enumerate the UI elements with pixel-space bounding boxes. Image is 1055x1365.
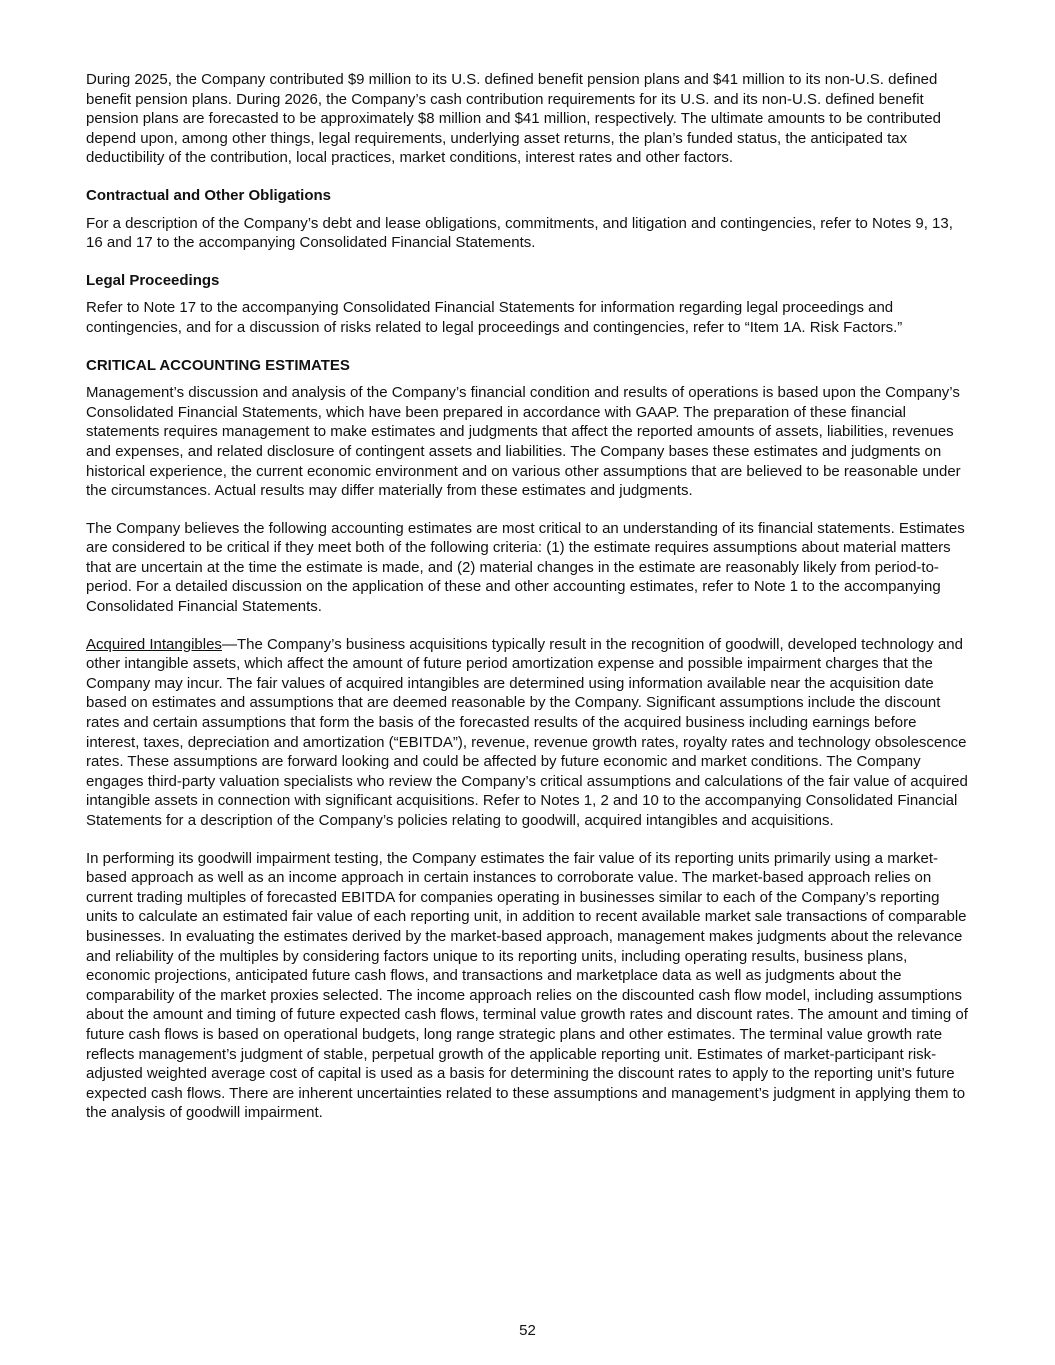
legal-heading: Legal Proceedings — [86, 271, 220, 289]
page-number: 52 — [519, 1322, 536, 1339]
critical-heading: CRITICAL ACCOUNTING ESTIMATES — [86, 356, 350, 374]
document-body — [86, 70, 972, 1123]
intangibles-section — [86, 635, 972, 831]
legal-paragraph: Refer to Note 17 to the accompanying Consolidated Financial Statements for information regarding legal proceedings and contingencies, and for a discussion of risks related to legal proceedings and contingencies, refer to “Item 1A. Risk Factors.” — [86, 299, 903, 336]
critical-paragraph-1: Management’s discussion and analysis of the Company’s financial condition and results of operations is based upon the Company’s Consolidated Financial Statements, which have been prepared in accordance with GAAP. The preparation of these financial statements requires management to make estimates and judgments that affect the reported amounts of assets, liabilities, revenues and expenses, and related disclosure of contingent assets and liabilities. The Company bases these estimates and judgments on historical experience, the current economic environment and on various other assumptions that are believed to be reasonable under the circumstances. Actual results may differ materially from these estimates and judgments. — [86, 384, 961, 500]
pension-paragraph: During 2025, the Company contributed $9 million to its U.S. defined benefit pension plans and $41 million to its non-U.S. defined benefit pension plans. During 2026, the Company’s cash contribution requirements for its U.S. and its non-U.S. defined benefit pension plans are forecasted to be approximately $8 million and $41 million, respectively. The ultimate amounts to be contributed depend upon, among other things, legal requirements, underlying asset returns, the plan’s funded status, the anticipated tax deductibility of the contribution, local practices, market conditions, interest rates and other factors. — [86, 71, 941, 167]
goodwill-paragraph: In performing its goodwill impairment testing, the Company estimates the fair value of its reporting units primarily using a market-based approach as well as an income approach in certain instances to corroborate value. The market-based approach relies on current trading multiples of forecasted EBITDA for companies operating in businesses similar to each of the Company’s reporting units to calculate an estimated fair value of each reporting unit, in addition to recent available market sale transactions of comparable businesses. In evaluating the estimates derived by the market-based approach, management makes judgments about the relevance and reliability of the multiples by considering factors unique to its reporting units, including operating results, business plans, economic projections, anticipated future cash flows, and transactions and marketplace data as well as judgments about the comparability of the market proxies selected. The income approach relies on the discounted cash flow model, including assumptions about the amount and timing of future expected cash flows, terminal value growth rates and discount rates. The amount and timing of future cash flows is based on operational budgets, long range strategic plans and other estimates. The terminal value growth rate reflects management’s judgment of stable, perpetual growth of the applicable reporting unit. Estimates of market-participant risk-adjusted weighted average cost of capital is used as a basis for determining the discount rates to apply to the reporting unit’s future expected cash flows. There are inherent uncertainties related to these assumptions and management’s judgment in applying them to the analysis of goodwill impairment. — [86, 849, 968, 1122]
critical-paragraph-2: The Company believes the following accounting estimates are most critical to an understanding of its financial statements. Estimates are considered to be critical if they meet both of the following criteria: (1) the estimate requires assumptions about material matters that are uncertain at the time the estimate is made, and (2) material changes in the estimate are reasonably likely from period-to-period. For a detailed discussion on the application of these and other accounting estimates, refer to Note 1 to the accompanying Consolidated Financial Statements. — [86, 519, 965, 616]
intangibles-paragraph: —The Company’s business acquisitions typically result in the recognition of goodwill, developed technology and other intangible assets, which affect the amount of future period amortization expense and possible impairment charges that the Company may incur. The fair values of acquired intangibles are determined using information available near the acquisition date based on estimates and assumptions that are deemed reasonable by the Company. Significant assumptions include the discount rates and certain assumptions that form the basis of the forecasted results of the acquired business including earnings before interest, taxes, depreciation and amortization (“EBITDA”), revenue, revenue growth rates, royalty rates and technology obsolescence rates. These assumptions are forward looking and could be affected by future economic and market conditions. The Company engages third-party valuation specialists who review the Company’s critical assumptions and calculations of the fair value of acquired intangible assets in connection with significant acquisitions. Refer to Notes 1, 2 and 10 to the accompanying Consolidated Financial Statements for a description of the Company’s policies relating to goodwill, acquired intangibles and acquisitions. — [86, 635, 968, 829]
intangibles-term: Acquired Intangibles — [86, 635, 222, 653]
contractual-heading: Contractual and Other Obligations — [86, 186, 332, 204]
contractual-paragraph: For a description of the Company’s debt and lease obligations, commitments, and litigation and contingencies, refer to Notes 9, 13, 16 and 17 to the accompanying Consolidated Financial Statements. — [86, 214, 953, 252]
